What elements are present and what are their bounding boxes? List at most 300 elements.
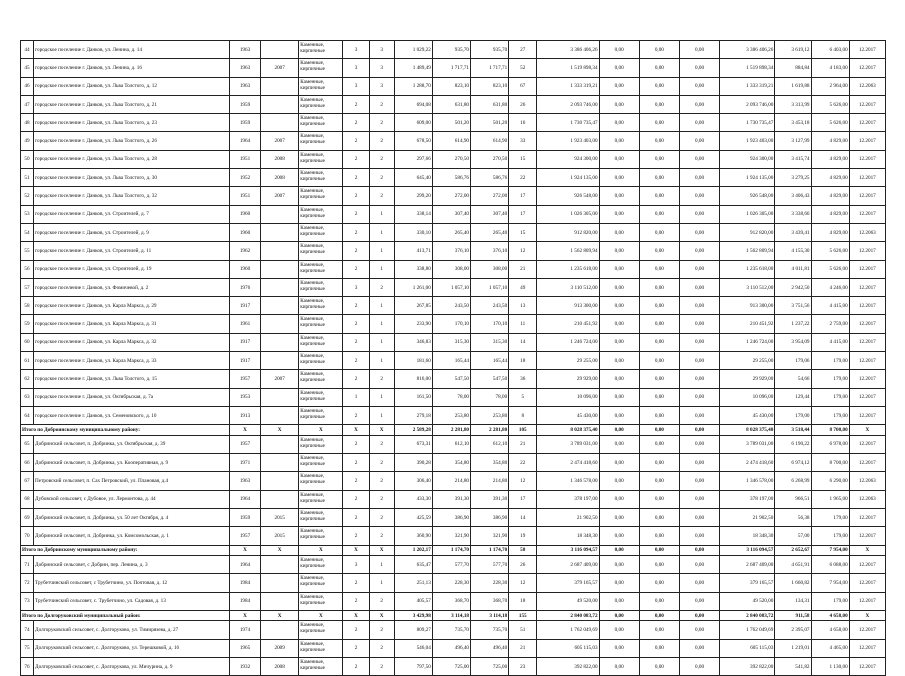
floors-cell: 2 [343,95,369,113]
entrances-cell: 1 [369,242,394,260]
year-cell: 1963 [229,41,260,59]
max-cost-cell: 4 465,00 [811,639,849,657]
address-cell: городское поселение г. Данков, ул. Карла Маркса, д. 29 [34,297,230,315]
residents-cell: 105 [509,425,537,436]
total-area-cell: 609,00 [394,114,432,132]
total-area-cell: 267,85 [394,297,432,315]
total-area-cell: 425,59 [394,508,432,526]
wall-material-cell: Каменные, кирпичные [299,297,343,315]
owned-area-cell: 270,50 [471,150,509,168]
total-area-cell: 405,57 [394,592,432,610]
cost-per-sqm-cell: 2 942,50 [775,278,811,296]
total-cost-cell: 10 096,00 [537,388,599,406]
fund-cell: 0,00 [679,95,719,113]
entrances-cell: 2 [369,150,394,168]
fund-cell: 0,00 [679,574,719,592]
max-cost-cell: 179,00 [811,352,849,370]
deadline-cell: 12.2017 [849,592,885,610]
fund-cell: 0,00 [679,260,719,278]
year-cell: 1959 [229,114,260,132]
fund-cell: 0,00 [679,610,719,621]
reconstruction-year-cell: 2008 [261,169,299,187]
floors-cell: 3 [343,59,369,77]
fund-cell: 0,00 [679,621,719,639]
cost-per-sqm-cell: 884,84 [775,59,811,77]
year-cell: 1960 [229,205,260,223]
fund-cell: 0,00 [599,610,639,621]
wall-material-cell: Каменные, кирпичные [299,639,343,657]
owner-funds-cell: 2 687 409,00 [720,556,775,574]
living-area-cell: 272,00 [432,187,470,205]
max-cost-cell: 179,00 [811,592,849,610]
fund-cell: 0,00 [679,639,719,657]
wall-material-cell: Каменные, кирпичные [299,658,343,676]
cost-per-sqm-cell: 134,31 [775,592,811,610]
deadline-cell: 12.2017 [849,187,885,205]
owner-funds-cell: 1 346 578,00 [720,472,775,490]
fund-cell: 0,00 [679,490,719,508]
living-area-cell: 228,30 [432,574,470,592]
entrances-cell: 2 [369,95,394,113]
living-area-cell: 547,50 [432,370,470,388]
deadline-cell: 12.2017 [849,658,885,676]
cost-per-sqm-cell: 57,00 [775,527,811,545]
address-cell: Трубетчинский сельсовет, с Трубетчино, ул. Почтовая, д. 12 [34,574,230,592]
fund-cell: 0,00 [639,527,679,545]
year-cell: 1971 [229,454,260,472]
reconstruction-year-cell: 2007 [261,370,299,388]
cost-per-sqm-cell: 6 190,22 [775,435,811,453]
year-cell: 1957 [229,435,260,453]
fund-cell: 0,00 [639,388,679,406]
wall-material-cell: Каменные, кирпичные [299,370,343,388]
owned-area-cell: 547,50 [471,370,509,388]
fund-cell: 0,00 [639,95,679,113]
total-area-cell: 673,31 [394,435,432,453]
living-area-cell: 501,20 [432,114,470,132]
owned-area-cell: 1 174,70 [471,545,509,556]
x-mark: X [299,425,343,436]
reconstruction-year-cell [261,223,299,241]
address-cell: городское поселение г. Данков, ул. Льва Толстого, д. 15 [34,370,230,388]
total-cost-cell: 1 730 735,47 [537,114,599,132]
entrances-cell: 3 [369,41,394,59]
wall-material-cell: Каменные, кирпичные [299,95,343,113]
total-area-cell: 1 202,17 [394,545,432,556]
max-cost-cell: 4 829,00 [811,150,849,168]
address-cell: городское поселение г. Данков, ул. Льва Толстого, д. 23 [34,114,230,132]
reconstruction-year-cell [261,114,299,132]
address-cell: городское поселение г. Данков, ул. Льва Толстого, д. 32 [34,187,230,205]
fund-cell: 0,00 [599,132,639,150]
row-number: 53 [21,205,34,223]
fund-cell: 0,00 [679,77,719,95]
cost-per-sqm-cell: 3 954,09 [775,333,811,351]
address-cell: Добринский сельсовет, п. Добринка, ул. Комсомольская, д. 1 [34,527,230,545]
total-cost-cell: 1 346 578,00 [537,472,599,490]
x-mark: X [369,545,394,556]
wall-material-cell: Каменные, кирпичные [299,150,343,168]
residents-cell: 21 [509,260,537,278]
living-area-cell: 270,50 [432,150,470,168]
max-cost-cell: 2 759,00 [811,315,849,333]
total-cost-cell: 392 822,00 [537,658,599,676]
fund-cell: 0,00 [599,150,639,168]
max-cost-cell: 4 183,00 [811,59,849,77]
fund-cell: 0,00 [679,297,719,315]
fund-cell: 0,00 [639,435,679,453]
row-number: 69 [21,508,34,526]
floors-cell: 1 [343,388,369,406]
floors-cell: 2 [343,114,369,132]
deadline-cell: 12.2017 [849,574,885,592]
cost-per-sqm-cell: 179,00 [775,406,811,424]
total-cost-cell: 1 235 618,00 [537,260,599,278]
fund-cell: 0,00 [599,556,639,574]
entrances-cell: 1 [369,574,394,592]
total-cost-cell: 3 110 512,00 [537,278,599,296]
wall-material-cell: Каменные, кирпичные [299,187,343,205]
max-cost-cell: 4 829,00 [811,132,849,150]
reconstruction-year-cell [261,278,299,296]
fund-cell: 0,00 [639,592,679,610]
floors-cell: 2 [343,150,369,168]
owner-funds-cell: 2 093 746,00 [720,95,775,113]
year-cell: 1963 [229,59,260,77]
fund-cell: 0,00 [639,132,679,150]
wall-material-cell: Каменные, кирпичные [299,260,343,278]
fund-cell: 0,00 [639,223,679,241]
living-area-cell: 586,76 [432,169,470,187]
table-row [21,370,886,388]
fund-cell: 0,00 [639,169,679,187]
floors-cell: 2 [343,490,369,508]
owned-area-cell: 307,40 [471,205,509,223]
fund-cell: 0,00 [679,169,719,187]
subtotal-label: Итого по Добринскому муниципальному району: [21,545,230,556]
owned-area-cell: 577,70 [471,556,509,574]
owner-funds-cell: 1 762 049,69 [720,621,775,639]
deadline-cell: 12.2017 [849,41,885,59]
year-cell: 1957 [229,370,260,388]
owner-funds-cell: 3 110 512,00 [720,278,775,296]
owner-funds-cell: 29 255,00 [720,352,775,370]
wall-material-cell: Каменные, кирпичные [299,454,343,472]
total-cost-cell: 29 929,00 [537,370,599,388]
deadline-cell: 12.2017 [849,114,885,132]
fund-cell: 0,00 [599,370,639,388]
max-cost-cell: 8 700,00 [811,454,849,472]
fund-cell: 0,00 [639,658,679,676]
table-row [21,59,886,77]
living-area-cell: 243,50 [432,297,470,315]
deadline-cell: 12.2017 [849,95,885,113]
living-area-cell: 253,80 [432,406,470,424]
row-number: 70 [21,527,34,545]
fund-cell: 0,00 [599,297,639,315]
fund-cell: 0,00 [639,114,679,132]
max-cost-cell: 179,00 [811,370,849,388]
owner-funds-cell: 1 562 809,94 [720,242,775,260]
fund-cell: 0,00 [599,621,639,639]
owner-funds-cell: 1 235 618,00 [720,260,775,278]
address-cell: городское поселение г. Данков, ул. Льва Толстого, д. 12 [34,77,230,95]
deadline-cell: 12.2017 [849,315,885,333]
owner-funds-cell: 1 730 735,47 [720,114,775,132]
owned-area-cell: 1 717,71 [471,59,509,77]
floors-cell: 2 [343,132,369,150]
owner-funds-cell: 1 246 724,00 [720,333,775,351]
cost-per-sqm-cell: 3 453,18 [775,114,811,132]
entrances-cell: 1 [369,223,394,241]
fund-cell: 0,00 [679,658,719,676]
deadline-cell: 12.2063 [849,472,885,490]
floors-cell: 2 [343,242,369,260]
x-mark: X [261,425,299,436]
fund-cell: 0,00 [599,77,639,95]
residents-cell: 23 [509,658,537,676]
address-cell: Петровский сельсовет, п. Сах Петровский, ул. Плановая, д.4 [34,472,230,490]
cost-per-sqm-cell: 4 651,91 [775,556,811,574]
owned-area-cell: 501,20 [471,114,509,132]
subtotal-row [21,610,886,621]
fund-cell: 0,00 [679,223,719,241]
deadline-cell: 12.2017 [849,150,885,168]
max-cost-cell: 5 626,00 [811,242,849,260]
living-area-cell: 1 057,10 [432,278,470,296]
row-number: 63 [21,388,34,406]
table-row [21,77,886,95]
cost-per-sqm-cell: 4 011,81 [775,260,811,278]
reconstruction-year-cell: 2008 [261,150,299,168]
owner-funds-cell: 1 519 898,34 [720,59,775,77]
fund-cell: 0,00 [599,435,639,453]
cost-per-sqm-cell: 179,06 [775,352,811,370]
entrances-cell: 2 [369,370,394,388]
row-number: 58 [21,297,34,315]
reconstruction-year-cell [261,260,299,278]
total-cost-cell: 8 028 375,40 [537,425,599,436]
total-cost-cell: 21 902,50 [537,508,599,526]
year-cell: 1984 [229,592,260,610]
living-area-cell: 1 717,71 [432,59,470,77]
floors-cell: 2 [343,370,369,388]
fund-cell: 0,00 [639,205,679,223]
deadline-cell: 12.2017 [849,205,885,223]
reconstruction-year-cell [261,592,299,610]
fund-cell: 0,00 [639,556,679,574]
table-row [21,388,886,406]
deadline-cell: 12.2017 [849,621,885,639]
cost-per-sqm-cell: 3 406,43 [775,187,811,205]
entrances-cell: 2 [369,592,394,610]
total-cost-cell: 1 762 049,69 [537,621,599,639]
fund-cell: 0,00 [639,370,679,388]
owner-funds-cell: 1 923 403,00 [720,132,775,150]
max-cost-cell: 179,00 [811,508,849,526]
row-number: 44 [21,41,34,59]
wall-material-cell: Каменные, кирпичные [299,77,343,95]
entrances-cell: 1 [369,406,394,424]
entrances-cell: 1 [369,352,394,370]
fund-cell: 0,00 [679,508,719,526]
entrances-cell: 2 [369,169,394,187]
x-mark: X [229,610,260,621]
total-cost-cell: 924 300,00 [537,150,599,168]
max-cost-cell: 4 829,00 [811,205,849,223]
living-area-cell: 823,10 [432,77,470,95]
year-cell: 1917 [229,297,260,315]
row-number: 60 [21,333,34,351]
row-number: 67 [21,472,34,490]
row-number: 46 [21,77,34,95]
fund-cell: 0,00 [679,592,719,610]
reconstruction-year-cell [261,297,299,315]
owner-funds-cell: 2 840 083,72 [720,610,775,621]
fund-cell: 0,00 [679,278,719,296]
cost-per-sqm-cell: 3 415,74 [775,150,811,168]
residents-cell: 26 [509,95,537,113]
fund-cell: 0,00 [639,278,679,296]
wall-material-cell: Каменные, кирпичные [299,388,343,406]
year-cell: 1964 [229,490,260,508]
table-row [21,132,886,150]
total-area-cell: 694,08 [394,95,432,113]
reconstruction-year-cell [261,205,299,223]
fund-cell: 0,00 [679,388,719,406]
residents-cell: 22 [509,454,537,472]
max-cost-cell: 5 626,00 [811,95,849,113]
row-number: 49 [21,132,34,150]
x-mark: X [229,545,260,556]
wall-material-cell: Каменные, кирпичные [299,205,343,223]
total-area-cell: 181,60 [394,352,432,370]
owned-area-cell: 170,10 [471,315,509,333]
residents-cell: 18 [509,592,537,610]
floors-cell: 2 [343,454,369,472]
reconstruction-year-cell: 2008 [261,658,299,676]
fund-cell: 0,00 [599,388,639,406]
fund-cell: 0,00 [639,297,679,315]
total-area-cell: 546,04 [394,639,432,657]
total-area-cell: 297,66 [394,150,432,168]
table-row [21,187,886,205]
housing-register-table [20,40,886,676]
owned-area-cell: 354,80 [471,454,509,472]
max-cost-cell: 1 965,00 [811,490,849,508]
wall-material-cell: Каменные, кирпичные [299,621,343,639]
owned-area-cell: 3 114,18 [471,610,509,621]
living-area-cell: 631,80 [432,95,470,113]
year-cell: 1964 [229,132,260,150]
wall-material-cell: Каменные, кирпичные [299,556,343,574]
subtotal-label: Итого по Долгоруковский муниципальный район: [21,610,230,621]
year-cell: 1962 [229,242,260,260]
deadline-cell: 12.2017 [849,242,885,260]
address-cell: городское поселение г. Данков, ул. Льва Толстого, д. 26 [34,132,230,150]
table-row [21,527,886,545]
row-number: 76 [21,658,34,676]
entrances-cell: 1 [369,205,394,223]
residents-cell: 15 [509,223,537,241]
fund-cell: 0,00 [639,260,679,278]
cost-per-sqm-cell: 4 155,30 [775,242,811,260]
year-cell: 1960 [229,223,260,241]
cost-per-sqm-cell: 966,51 [775,490,811,508]
max-cost-cell: 7 954,00 [811,574,849,592]
living-area-cell: 307,40 [432,205,470,223]
year-cell: 1917 [229,333,260,351]
deadline-cell: 12.2017 [849,639,885,657]
floors-cell: 3 [343,77,369,95]
residents-cell: 15 [509,150,537,168]
total-area-cell: 1 288,70 [394,77,432,95]
owned-area-cell: 315,30 [471,333,509,351]
residents-cell: 17 [509,490,537,508]
deadline-cell: 12.2017 [849,169,885,187]
row-number: 72 [21,574,34,592]
cost-per-sqm-cell: 3 619,12 [775,41,811,59]
living-area-cell: 321,90 [432,527,470,545]
total-cost-cell: 1 923 403,00 [537,132,599,150]
floors-cell: 2 [343,658,369,676]
deadline-cell: 12.2017 [849,508,885,526]
floors-cell: 2 [343,205,369,223]
wall-material-cell: Каменные, кирпичные [299,41,343,59]
fund-cell: 0,00 [679,454,719,472]
subtotal-row [21,425,886,436]
cost-per-sqm-cell: 2 652,67 [775,545,811,556]
floors-cell: 2 [343,574,369,592]
fund-cell: 0,00 [639,610,679,621]
max-cost-cell: 4 658,00 [811,610,849,621]
fund-cell: 0,00 [639,621,679,639]
fund-cell: 0,00 [639,333,679,351]
owner-funds-cell: 605 115,03 [720,639,775,657]
fund-cell: 0,00 [599,508,639,526]
table-row [21,150,886,168]
row-number: 73 [21,592,34,610]
cost-per-sqm-cell: 3 127,99 [775,132,811,150]
year-cell: 1976 [229,278,260,296]
owner-funds-cell: 210 451,92 [720,315,775,333]
address-cell: городское поселение г. Данков, ул. Ленина, д. 16 [34,59,230,77]
fund-cell: 0,00 [639,425,679,436]
total-cost-cell: 379 165,57 [537,574,599,592]
table-row [21,297,886,315]
owned-area-cell: 386,90 [471,508,509,526]
total-cost-cell: 2 687 409,00 [537,556,599,574]
cost-per-sqm-cell: 1 237,22 [775,315,811,333]
x-mark: X [261,545,299,556]
table-row [21,592,886,610]
year-cell: 1953 [229,388,260,406]
row-number: 64 [21,406,34,424]
reconstruction-year-cell [261,621,299,639]
table-row [21,435,886,453]
owner-funds-cell: 378 197,00 [720,490,775,508]
table-row [21,454,886,472]
total-cost-cell: 45 430,00 [537,406,599,424]
floors-cell: 2 [343,406,369,424]
fund-cell: 0,00 [599,592,639,610]
x-mark: X [229,425,260,436]
owned-area-cell: 2 281,80 [471,425,509,436]
cost-per-sqm-cell: 1 660,82 [775,574,811,592]
fund-cell: 0,00 [599,333,639,351]
x-mark: X [343,545,369,556]
address-cell: городское поселение г. Данков, ул. Льва Толстого, д. 28 [34,150,230,168]
